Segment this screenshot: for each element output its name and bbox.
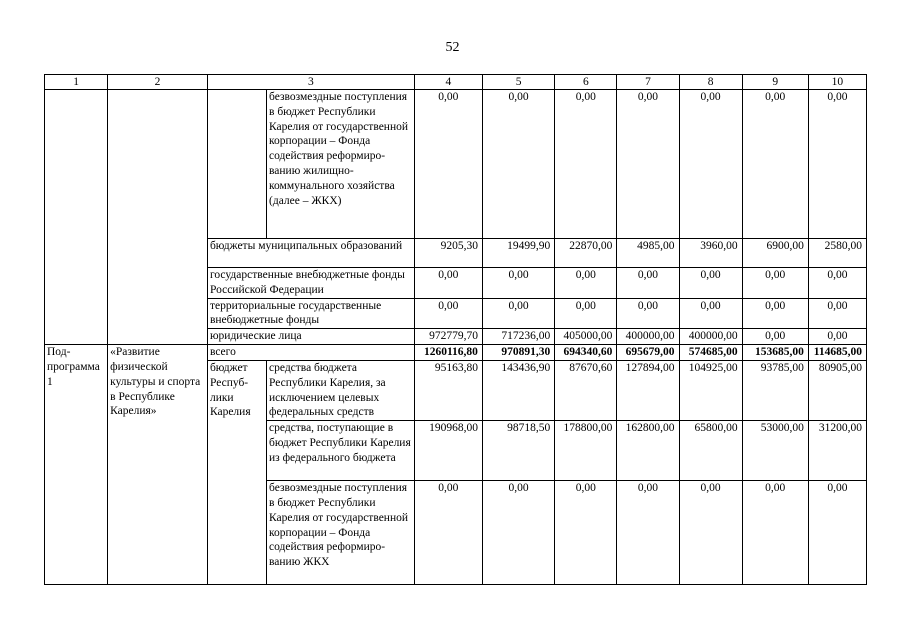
header-cell: 9 bbox=[742, 75, 808, 90]
value-cell: 0,00 bbox=[555, 268, 617, 299]
value-cell: 0,00 bbox=[617, 268, 679, 299]
value-cell: 0,00 bbox=[482, 268, 554, 299]
value-cell: 0,00 bbox=[482, 481, 554, 585]
value-cell: 0,00 bbox=[414, 481, 482, 585]
value-cell: 98718,50 bbox=[482, 421, 554, 481]
row-label: безвозмездные поступления в бюджет Республики Карелия от государственной корпорации – Фонда содействия реформиро-ванию жилищно-коммунального хозяйства (далее – ЖКХ) bbox=[267, 90, 415, 239]
value-cell: 93785,00 bbox=[742, 360, 808, 420]
table-row bbox=[45, 90, 867, 239]
value-cell: 400000,00 bbox=[617, 329, 679, 345]
value-cell: 127894,00 bbox=[617, 360, 679, 420]
row-label: средства бюджета Республики Карелия, за исключением целевых федеральных средств bbox=[267, 360, 415, 420]
header-cell: 10 bbox=[808, 75, 866, 90]
value-cell: 0,00 bbox=[617, 90, 679, 239]
value-cell: 0,00 bbox=[482, 90, 554, 239]
row-label: бюджеты муниципальных образований bbox=[207, 239, 414, 268]
value-cell: 0,00 bbox=[679, 298, 742, 329]
value-cell: 0,00 bbox=[808, 90, 866, 239]
header-cell: 5 bbox=[482, 75, 554, 90]
value-cell: 53000,00 bbox=[742, 421, 808, 481]
value-cell: 31200,00 bbox=[808, 421, 866, 481]
subprogram-type: Под-программа 1 bbox=[45, 345, 108, 585]
header-cell: 7 bbox=[617, 75, 679, 90]
value-cell: 0,00 bbox=[414, 298, 482, 329]
value-cell: 0,00 bbox=[679, 90, 742, 239]
value-cell: 80905,00 bbox=[808, 360, 866, 420]
value-cell: 0,00 bbox=[808, 329, 866, 345]
value-cell: 104925,00 bbox=[679, 360, 742, 420]
value-cell: 0,00 bbox=[679, 481, 742, 585]
value-cell: 178800,00 bbox=[555, 421, 617, 481]
value-cell: 717236,00 bbox=[482, 329, 554, 345]
header-cell: 1 bbox=[45, 75, 108, 90]
table-row-total bbox=[45, 345, 867, 361]
value-cell: 0,00 bbox=[742, 268, 808, 299]
value-cell: 0,00 bbox=[679, 268, 742, 299]
value-cell: 0,00 bbox=[617, 481, 679, 585]
header-cell: 8 bbox=[679, 75, 742, 90]
value-cell: 0,00 bbox=[482, 298, 554, 329]
value-cell: 95163,80 bbox=[414, 360, 482, 420]
total-value: 970891,30 bbox=[482, 345, 554, 361]
empty-cell bbox=[108, 90, 208, 345]
value-cell: 19499,90 bbox=[482, 239, 554, 268]
value-cell: 9205,30 bbox=[414, 239, 482, 268]
value-cell: 0,00 bbox=[414, 90, 482, 239]
value-cell: 0,00 bbox=[555, 90, 617, 239]
value-cell: 0,00 bbox=[555, 481, 617, 585]
total-label: всего bbox=[207, 345, 414, 361]
empty-cell bbox=[45, 90, 108, 345]
value-cell: 65800,00 bbox=[679, 421, 742, 481]
value-cell: 162800,00 bbox=[617, 421, 679, 481]
value-cell: 6900,00 bbox=[742, 239, 808, 268]
total-value: 114685,00 bbox=[808, 345, 866, 361]
row-label: средства, поступающие в бюджет Республики Карелия из федерального бюджета bbox=[267, 421, 415, 481]
value-cell: 0,00 bbox=[742, 481, 808, 585]
value-cell: 400000,00 bbox=[679, 329, 742, 345]
value-cell: 0,00 bbox=[808, 298, 866, 329]
value-cell: 143436,90 bbox=[482, 360, 554, 420]
total-value: 574685,00 bbox=[679, 345, 742, 361]
total-value: 153685,00 bbox=[742, 345, 808, 361]
value-cell: 4985,00 bbox=[617, 239, 679, 268]
value-cell: 0,00 bbox=[742, 329, 808, 345]
row-label: юридические лица bbox=[207, 329, 414, 345]
subprogram-name: «Развитие физической культуры и спорта в Республике Карелия» bbox=[108, 345, 208, 585]
value-cell: 0,00 bbox=[742, 298, 808, 329]
value-cell: 0,00 bbox=[414, 268, 482, 299]
value-cell: 0,00 bbox=[742, 90, 808, 239]
row-label: территориальные государственные внебюджетные фонды bbox=[207, 298, 414, 329]
value-cell: 87670,60 bbox=[555, 360, 617, 420]
header-row bbox=[45, 75, 867, 90]
row-label: государственные внебюджетные фонды Российской Федерации bbox=[207, 268, 414, 299]
total-value: 694340,60 bbox=[555, 345, 617, 361]
value-cell: 972779,70 bbox=[414, 329, 482, 345]
header-cell: 3 bbox=[207, 75, 414, 90]
row-label: безвозмездные поступления в бюджет Республики Карелия от государственной корпорации – Фонда содействия реформиро-ванию ЖКХ bbox=[267, 481, 415, 585]
header-cell: 2 bbox=[108, 75, 208, 90]
empty-cell bbox=[207, 90, 266, 239]
value-cell: 2580,00 bbox=[808, 239, 866, 268]
value-cell: 0,00 bbox=[555, 298, 617, 329]
value-cell: 0,00 bbox=[617, 298, 679, 329]
value-cell: 190968,00 bbox=[414, 421, 482, 481]
budget-table bbox=[44, 74, 867, 585]
total-value: 1260116,80 bbox=[414, 345, 482, 361]
value-cell: 22870,00 bbox=[555, 239, 617, 268]
value-cell: 0,00 bbox=[808, 268, 866, 299]
header-cell: 4 bbox=[414, 75, 482, 90]
value-cell: 405000,00 bbox=[555, 329, 617, 345]
total-value: 695679,00 bbox=[617, 345, 679, 361]
budget-label: бюджет Респуб-лики Карелия bbox=[207, 360, 266, 584]
page-number: 52 bbox=[445, 40, 460, 55]
header-cell: 6 bbox=[555, 75, 617, 90]
value-cell: 0,00 bbox=[808, 481, 866, 585]
value-cell: 3960,00 bbox=[679, 239, 742, 268]
